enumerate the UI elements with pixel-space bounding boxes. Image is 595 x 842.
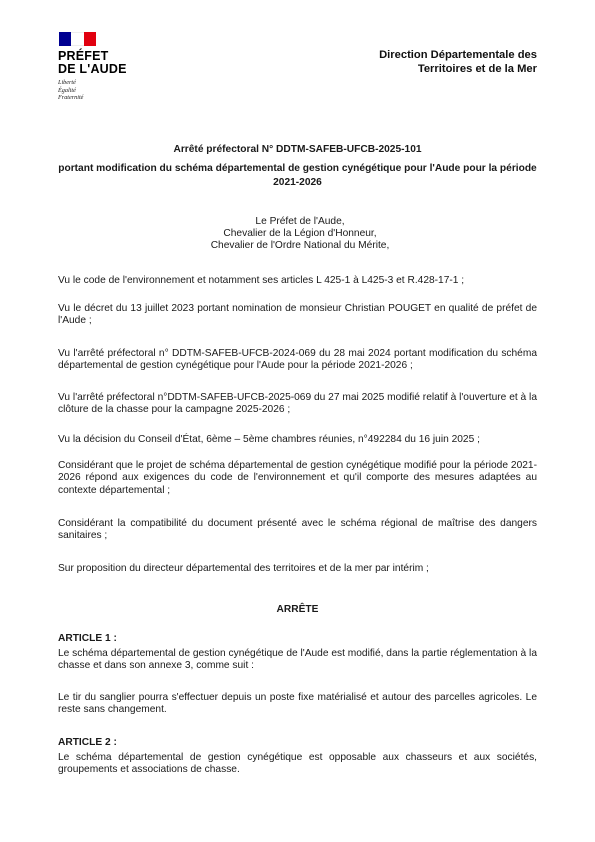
consideration-paragraph bbox=[58, 392, 537, 417]
consideration-paragraph bbox=[58, 348, 537, 373]
consideration-paragraph bbox=[58, 563, 537, 575]
article-1-paragraph bbox=[58, 692, 537, 717]
consideration-text: Vu le code de l'environnement et notamment ses articles L 425-1 à L425-3 et R.428-17-1 ; bbox=[58, 275, 465, 286]
article-text: Le schéma départemental de gestion cynégétique est opposable aux chasseurs et aux sociétés, groupements et associations de chasse. bbox=[58, 752, 537, 776]
article-2-paragraph bbox=[58, 752, 537, 777]
consideration-paragraph bbox=[58, 460, 537, 497]
article-2-heading: ARTICLE 2 : bbox=[58, 737, 117, 748]
consideration-text: Vu la décision du Conseil d'État, 6ème – 5ème chambres réunies, n°492284 du 16 juin 2025 ; bbox=[58, 434, 480, 445]
article-text: Le schéma départemental de gestion cynégétique de l'Aude est modifié, dans la partie réglementation à la chasse et dans son annexe 3, comme suit : bbox=[58, 648, 537, 672]
consideration-paragraph bbox=[58, 518, 537, 543]
prefecture-name: PRÉFET DE L'AUDE bbox=[58, 49, 127, 76]
article-1-paragraph bbox=[58, 648, 537, 673]
consideration-text: Considérant que le projet de schéma départemental de gestion cynégétique modifié pour la période 2021-2026 répond aux exigences du code de l'environnement et qu'il comporte des mesures adaptées au contexte départemental ; bbox=[58, 460, 537, 496]
consideration-paragraph bbox=[58, 303, 537, 328]
article-text: Le tir du sanglier pourra s'effectuer depuis un poste fixe matérialisé et autour des parcelles agricoles. Le reste sans changement. bbox=[58, 692, 537, 716]
consideration-text: Sur proposition du directeur départemental des territoires et de la mer par intérim ; bbox=[58, 563, 429, 574]
decree-subject: portant modification du schéma départemental de gestion cynégétique pour l'Aude pour la période 2021-2026 bbox=[58, 163, 537, 188]
prefect-titles bbox=[190, 216, 410, 252]
consideration-paragraph bbox=[58, 434, 537, 446]
consideration-text: Considérant la compatibilité du document présenté avec le schéma régional de maîtrise des dangers sanitaires ; bbox=[58, 518, 537, 542]
prefecture-logo bbox=[58, 32, 158, 102]
consideration-text: Vu l'arrêté préfectoral n°DDTM-SAFEB-UFCB-2025-069 du 27 mai 2025 modifié relatif à l'ouverture et à la clôture de la chasse pour la campagne 2025-2026 ; bbox=[58, 392, 537, 416]
prefect-line: Chevalier de l'Ordre National du Mérite, bbox=[210, 240, 390, 251]
arrete-heading: ARRÊTE bbox=[276, 604, 319, 615]
consideration-paragraph bbox=[58, 275, 537, 287]
prefect-line: Chevalier de la Légion d'Honneur, bbox=[223, 228, 377, 239]
marianne-flag-icon bbox=[59, 32, 96, 46]
document-title bbox=[58, 143, 537, 190]
consideration-text: Vu l'arrêté préfectoral n° DDTM-SAFEB-UFCB-2024-069 du 28 mai 2024 portant modification du schéma départemental de gestion cynégétique pour l'Aude pour la période 2021-2026 ; bbox=[58, 348, 537, 372]
prefect-line: Le Préfet de l'Aude, bbox=[255, 216, 345, 227]
article-1-heading: ARTICLE 1 : bbox=[58, 633, 117, 644]
issuing-direction: Direction Départementale des Territoires et de la Mer bbox=[379, 49, 537, 75]
decree-number: Arrêté préfectoral N° DDTM-SAFEB-UFCB-2025-101 bbox=[173, 144, 422, 155]
republic-motto: Liberté Égalité Fraternité bbox=[58, 79, 84, 101]
consideration-text: Vu le décret du 13 juillet 2023 portant nomination de monsieur Christian POUGET en qualité de préfet de l'Aude ; bbox=[58, 303, 537, 327]
